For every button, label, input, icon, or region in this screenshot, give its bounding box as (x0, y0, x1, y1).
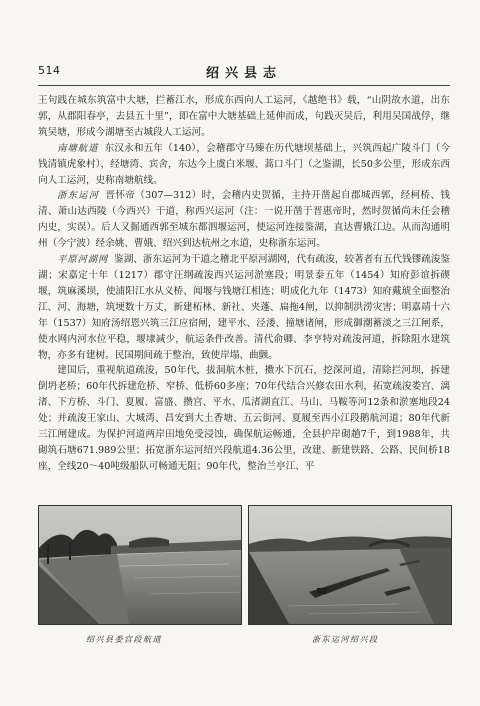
paragraph (38, 252, 450, 363)
page-header (38, 60, 450, 84)
paragraph (38, 188, 450, 252)
section-title: 南塘航道 (57, 142, 99, 154)
paragraph-text: 王句践在城东筑富中大塘，拦蓄江水，形成东西向人工运河，《越绝书》载，“山阴故水道，出东郭，从郡阳春亭，去县五十里”，即在富中大塘基础上延伸而成，句践灭吴后，利用吴国战俘，继筑吴塘，形成今湖塘至古城段人工运河。 (38, 95, 450, 138)
running-title: 绍兴县志 (205, 66, 282, 81)
body-text (38, 93, 450, 475)
photo-caption: 绍兴县娄宫段航道 (86, 635, 162, 644)
page-number: 514 (38, 64, 61, 77)
paragraph (38, 93, 450, 141)
photo-caption: 浙东运河绍兴段 (312, 635, 379, 644)
paragraph-text: 东汉永和五年（140），会稽郡守马臻在历代塘坝基础上，兴筑西起广陵斗门（今钱清镇虎象村），经塘湾、宾舍，东达今上虞白米堰、蒿口斗门（之鉴湖，长50多公里，形成东西向人工运河，史称南塘航线。 (38, 142, 450, 186)
paragraph (38, 363, 450, 474)
paragraph-text: 晋怀帝（307—312）时，会稽内史贺循，主持开凿起自郡城西郭，经柯桥、钱清、萧山达西陵（今西兴）干道，称西兴运河（注：一说开凿于晋惠帝时，然时贺循尚未任会稽内史，实误）。后人又掘通西郭至城东都泗堰运河，使运河连接鉴湖，直达曹娥江边。从而沟通明州（今宁波）经余姚、曹娥、绍兴到达杭州之水道，史称浙东运河。 (38, 190, 451, 250)
paragraph-text: 建国后，重视航道疏浚，50年代，拔洞航木桩，擞水下沉石，挖深河道，清除拦河坝，拆建倒坍老桥；60年代拆建危桥、窄桥、低桥60多座；70年代结合兴修农田水利，拓宽疏浚娄宫、漓渚、下方桥、斗门、夏履、富盛、攒宫、平水、瓜渚湖直江、马山、马鞍等河12条和淤塞地段24处；并疏浚王家山、大城湾、昌安到大土香塘、五云街河、夏履至西小江段鹅航河道；80年代新三江闸建成。为保护河道两岸田地免受浸蚀，确保航运畅通，全县护岸砌趟7千，到1988年，共砌筑石塘671.989公里；拓宽浙东运河绍兴段航道4.36公里，改建、新建铁路、公路、民间桥18座，全线20～40吨级船队可畅通无阻；90年代，整治兰亭江、平 (38, 365, 450, 472)
paragraph-text: 鉴湖、浙东运河为干道之稽北平原河湖网，代有疏浚，较著者有五代钱镠疏浚鉴湖；宋嘉定十年（1217）郡守汪纲疏浚西兴运河淤塞段；明景泰五年（1454）知府彭谊拆碶堰，筑麻溪坝，使浦阳江水从义桥、闻堰与钱塘江相连；明成化九年（1473）知府戴琥全面整治江、河、海塘，筑埂数十万丈，新建柘林、新社、夹蓬、扁拖4闸，以抑制洪涝灾害；明嘉靖十六年（1537）知府汤绍恩兴筑三江应宿闸，建平水、泾溇、撞塘诸闸，形成御潮蓄淡之三江闸系，使水网内河水位平稳，堰埭减少，航运条件改善。清代俞卿、李亨特对疏浚河道，拆除阻水建筑物，亦多有建树。民国期间疏于整治，致使岸塌、曲颤。 (38, 254, 451, 361)
photo-canal-zhedong (248, 505, 452, 625)
section-title: 平原河湖网 (57, 254, 109, 266)
header-rule (38, 85, 450, 86)
photo-canal-lougong (38, 505, 242, 625)
paragraph (38, 141, 450, 189)
section-title: 浙东运河 (57, 190, 100, 202)
